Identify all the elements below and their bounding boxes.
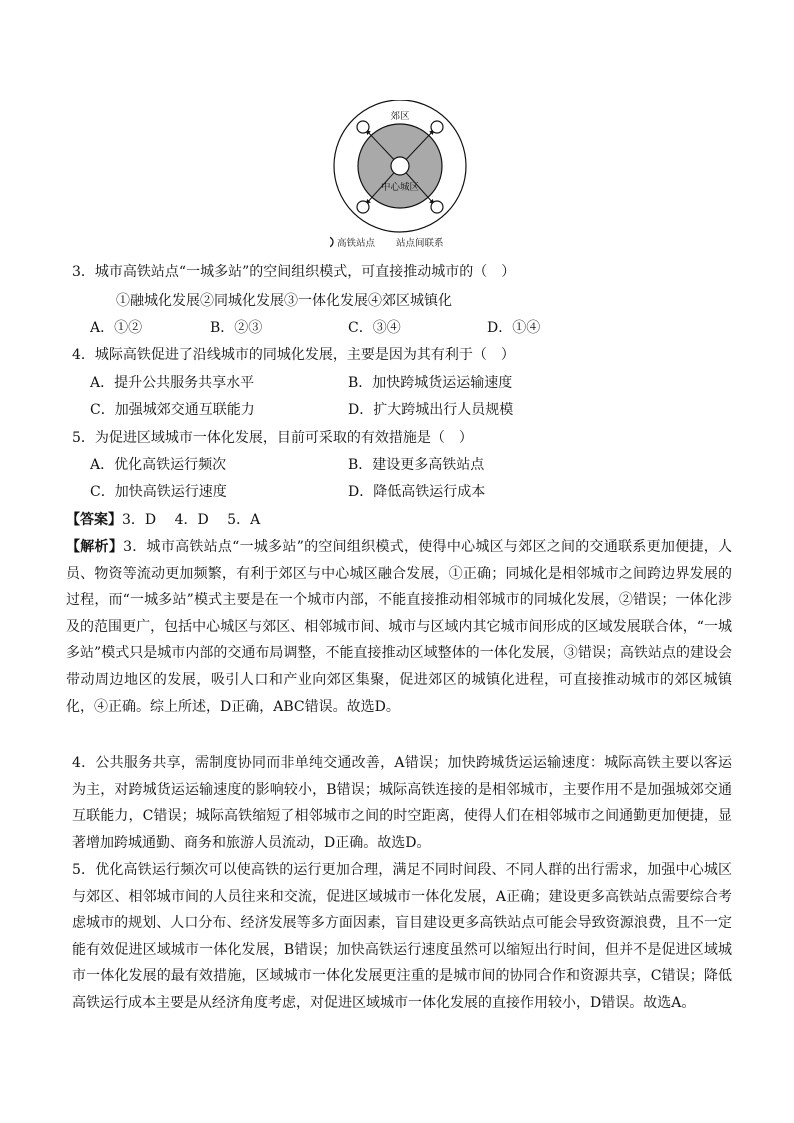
answer-text: 3．D 4．D 5．A <box>122 512 261 528</box>
question-5-option-c: C．加快高铁运行速度 <box>90 484 227 500</box>
station-icon <box>391 157 409 175</box>
question-3-stem: 3．城市高铁站点“一城多站”的空间组织模式，可直接推动城市的（ ） <box>72 264 516 280</box>
legend-station-label: 高铁站点 <box>337 238 376 249</box>
legend-link-label: 站点间联系 <box>396 238 444 249</box>
question-4-option-c: C．加强城郊交通互联能力 <box>90 402 255 418</box>
analysis-q4: 4．公共服务共享，需制度协同而非单纯交通改善，A错误；加快跨城货运运输速度：城际高铁主要以客运为主，对跨城货运运输速度的影响较小，B错误；城际高铁连接的是相邻城市，主要作用不是加强城郊交通互联能力，C错误；城际高铁缩短了相邻城市之间的时空距离，使得人们在相邻城市之间通勤更加便捷，显著增加跨城通勤、商务和旅游人员流动，D正确。故选D。 <box>72 755 732 851</box>
center-city-label: 中心城区 <box>380 182 420 193</box>
question-5-option-d: D．降低高铁运行成本 <box>348 484 486 500</box>
question-5-option-b: B．建设更多高铁站点 <box>348 457 485 473</box>
station-icon <box>431 201 443 213</box>
analysis-label: 【解析】 <box>66 539 124 555</box>
answer-line <box>66 510 260 530</box>
question-4-stem: 4．城际高铁促进了沿线城市的同城化发展，主要是因为其有利于（ ） <box>72 347 515 363</box>
answer-label: 【答案】 <box>66 512 122 528</box>
question-3-statement: ①融城化发展②同城化发展③一体化发展④郊区城镇化 <box>116 293 452 309</box>
analysis-q3 <box>66 534 732 720</box>
question-3-option-b: B．②③ <box>210 320 263 336</box>
question-4-option-a: A．提升公共服务共享水平 <box>90 375 255 391</box>
station-icon <box>357 201 369 213</box>
analysis-q3-text: 3．城市高铁站点“一城多站”的空间组织模式，使得中心城区与郊区之间的交通联系更加便捷，人员、物资等流动更加频繁，有利于郊区与中心城区融合发展，①正确；同城化是相邻城市之间跨边界发展的过程，而“一城多站”模式主要是在一个城市内部，不能直接推动相邻城市的同城化发展，②错误；一体化涉及的范围更广，包括中心城区与郊区、相邻城市间、城市与区域内其它城市间形成的区域发展联合体，“一城多站”模式只是城市内部的交通布局调整，不能直接推动区域整体的一体化发展，③错误；高铁站点的建设会带动周边地区的发展，吸引人口和产业向郊区集聚，促进郊区的城镇化进程，可直接推动城市的郊区城镇化，④正确。综上所述，D正确，ABC错误。故选D。 <box>66 539 732 715</box>
question-3-option-d: D．①④ <box>487 320 541 336</box>
question-5-stem: 5．为促进区域城市一体化发展，目前可采取的有效措施是（ ） <box>72 430 473 446</box>
city-station-diagram <box>330 100 480 255</box>
question-3-option-a: A．①② <box>90 320 143 336</box>
question-3-option-c: C．③④ <box>348 320 401 336</box>
question-4-option-b: B．加快跨城货运运输速度 <box>348 375 513 391</box>
analysis-q5: 5．优化高铁运行频次可以使高铁的运行更加合理，满足不同时间段、不同人群的出行需求，加强中心城区与郊区、相邻城市间的人员往来和交流，促进区域城市一体化发展，A正确；建设更多高铁站点需要综合考虑城市的规划、人口分布、经济发展等多方面因素，盲目建设更多高铁站点可能会导致资源浪费，且不一定能有效促进区域城市一体化发展，B错误；加快高铁运行速度虽然可以缩短出行时间，但并不是促进区域城市一体化发展的最有效措施，区域城市一体化发展更注重的是城市间的协同合作和资源共享，C错误；降低高铁运行成本主要是从经济角度考虑，对促进区域城市一体化发展的直接作用较小，D错误。故选A。 <box>72 862 732 1011</box>
station-icon <box>431 121 443 133</box>
legend-station-icon <box>330 237 333 247</box>
question-4-option-d: D．扩大跨城出行人员规模 <box>348 402 514 418</box>
station-icon <box>357 121 369 133</box>
suburb-label: 郊区 <box>390 111 410 122</box>
question-5-option-a: A．优化高铁运行频次 <box>90 457 227 473</box>
